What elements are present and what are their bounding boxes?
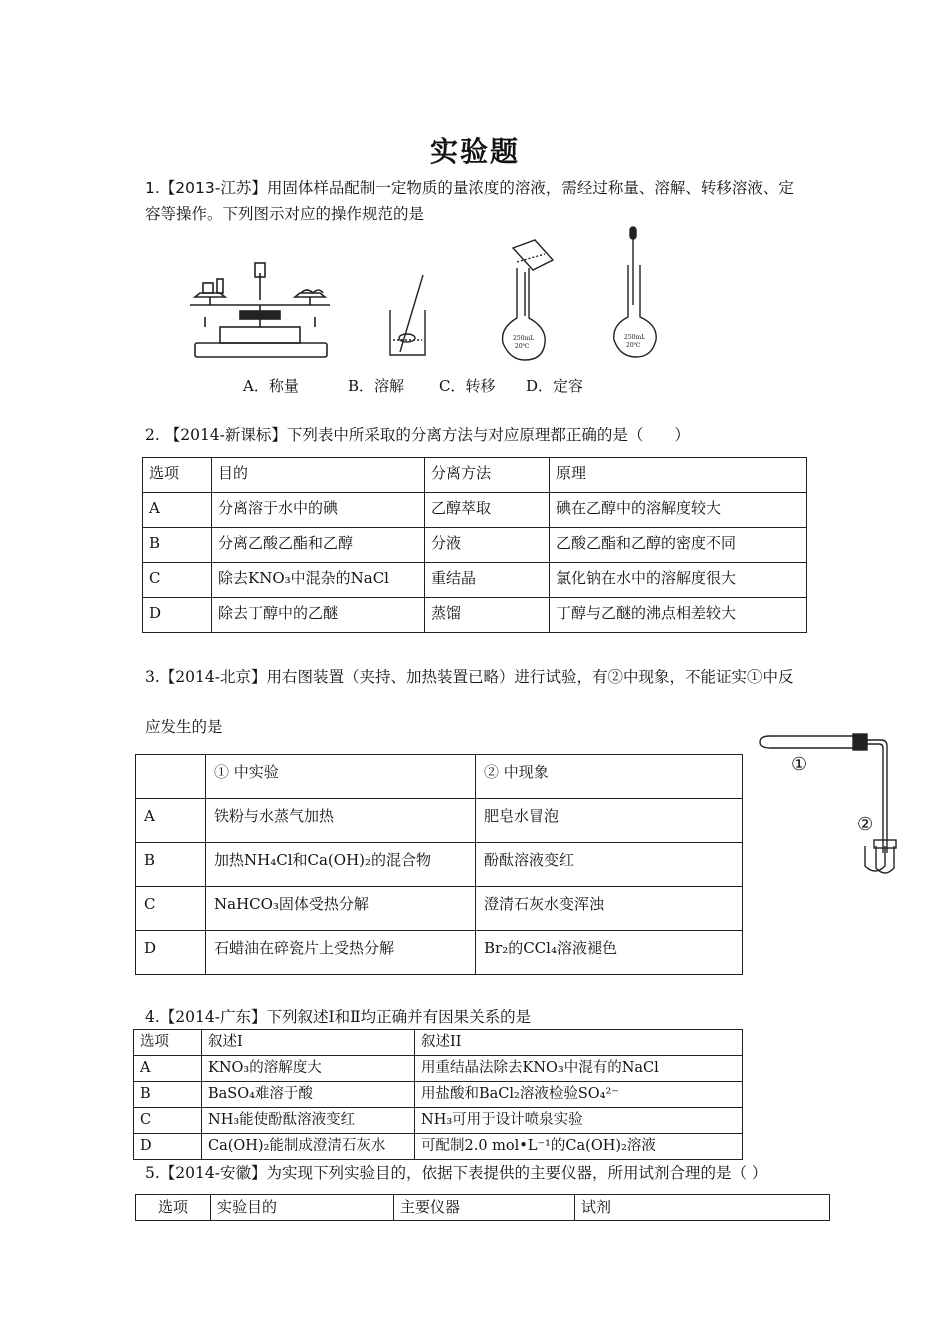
table-header: 选项 bbox=[143, 458, 212, 493]
table-cell: B bbox=[134, 1082, 202, 1108]
test-tube-apparatus bbox=[755, 728, 895, 878]
table-header: 原理 bbox=[550, 458, 807, 493]
table-cell: Ca(OH)₂能制成澄清石灰水 bbox=[202, 1134, 415, 1160]
table-cell: KNO₃的溶解度大 bbox=[202, 1056, 415, 1082]
table-header-row bbox=[136, 755, 743, 799]
table-header: 目的 bbox=[212, 458, 425, 493]
q1-stem-line1: 1.【2013-江苏】用固体样品配制一定物质的量浓度的溶液，需经过称量、溶解、转移溶液、定 bbox=[145, 179, 794, 197]
table-header: 实验目的 bbox=[211, 1195, 394, 1221]
table-header: 分离方法 bbox=[425, 458, 550, 493]
table-row bbox=[136, 887, 743, 931]
table-cell: 丁醇与乙醚的沸点相差较大 bbox=[550, 598, 807, 633]
table-header: 叙述II bbox=[415, 1030, 743, 1056]
table-cell: 酚酞溶液变红 bbox=[476, 843, 743, 887]
table-cell: 用盐酸和BaCl₂溶液检验SO₄²⁻ bbox=[415, 1082, 743, 1108]
q1-option-d: D．定容 bbox=[526, 377, 584, 395]
table-cell: C bbox=[136, 887, 206, 931]
q2-table bbox=[142, 457, 807, 633]
table-header-row bbox=[143, 458, 807, 493]
apparatus-label-1: ① bbox=[791, 754, 808, 775]
q2-stem: 2. 【2014-新课标】下列表中所采取的分离方法与对应原理都正确的是（ ） bbox=[145, 426, 690, 444]
table-cell: NH₃能使酚酞溶液变红 bbox=[202, 1108, 415, 1134]
table-header: 选项 bbox=[134, 1030, 202, 1056]
table-row bbox=[136, 931, 743, 975]
table-row bbox=[134, 1134, 743, 1160]
table-header: 选项 bbox=[136, 1195, 211, 1221]
table-cell: 碘在乙醇中的溶解度较大 bbox=[550, 493, 807, 528]
table-cell: NaHCO₃固体受热分解 bbox=[206, 887, 476, 931]
table-cell: A bbox=[143, 493, 212, 528]
flask-label-c1: 250mL bbox=[513, 335, 535, 342]
table-row bbox=[143, 598, 807, 633]
table-cell: 除去丁醇中的乙醚 bbox=[212, 598, 425, 633]
table-row bbox=[143, 528, 807, 563]
table-cell: 蒸馏 bbox=[425, 598, 550, 633]
q3-stem-line1: 3.【2014-北京】用右图装置（夹持、加热装置已略）进行试验，有②中现象，不能证实①中反 bbox=[145, 668, 794, 686]
table-cell: C bbox=[143, 563, 212, 598]
table-row bbox=[134, 1056, 743, 1082]
table-header: 试剂 bbox=[575, 1195, 830, 1221]
table-cell: 分离乙酸乙酯和乙醇 bbox=[212, 528, 425, 563]
table-cell: A bbox=[136, 799, 206, 843]
table-cell: NH₃可用于设计喷泉实验 bbox=[415, 1108, 743, 1134]
table-cell: BaSO₄难溶于酸 bbox=[202, 1082, 415, 1108]
table-row bbox=[134, 1082, 743, 1108]
table-cell: B bbox=[143, 528, 212, 563]
table-cell: 分离溶于水中的碘 bbox=[212, 493, 425, 528]
table-cell: D bbox=[136, 931, 206, 975]
table-cell: 乙醇萃取 bbox=[425, 493, 550, 528]
table-cell: 石蜡油在碎瓷片上受热分解 bbox=[206, 931, 476, 975]
table-cell: 氯化钠在水中的溶解度很大 bbox=[550, 563, 807, 598]
q4-table bbox=[133, 1029, 743, 1160]
balance-illustration bbox=[185, 255, 335, 365]
flask-label-d1: 250mL bbox=[624, 334, 646, 341]
table-cell: 用重结晶法除去KNO₃中混有的NaCl bbox=[415, 1056, 743, 1082]
table-cell: 分液 bbox=[425, 528, 550, 563]
table-row bbox=[134, 1108, 743, 1134]
flask-label-d2: 20℃ bbox=[626, 342, 641, 349]
table-header: ① 中实验 bbox=[206, 755, 476, 799]
table-cell: 可配制2.0 mol•L⁻¹的Ca(OH)₂溶液 bbox=[415, 1134, 743, 1160]
table-header-row bbox=[136, 1195, 830, 1221]
flask-transfer-illustration bbox=[495, 238, 565, 363]
table-cell: 除去KNO₃中混杂的NaCl bbox=[212, 563, 425, 598]
beaker-illustration bbox=[385, 270, 435, 360]
table-cell: D bbox=[143, 598, 212, 633]
table-cell: 铁粉与水蒸气加热 bbox=[206, 799, 476, 843]
q3-stem-line2: 应发生的是 bbox=[145, 718, 223, 736]
q4-stem: 4.【2014-广东】下列叙述Ⅰ和Ⅱ均正确并有因果关系的是 bbox=[145, 1008, 532, 1026]
table-row bbox=[143, 493, 807, 528]
flask-label-c2: 20℃ bbox=[515, 343, 530, 350]
page-title: 实验题 bbox=[429, 135, 520, 168]
q5-table bbox=[135, 1194, 830, 1221]
table-cell: 乙酸乙酯和乙醇的密度不同 bbox=[550, 528, 807, 563]
q1-option-b: B．溶解 bbox=[348, 377, 405, 395]
table-header-row bbox=[134, 1030, 743, 1056]
apparatus-label-2: ② bbox=[857, 814, 874, 835]
table-cell: B bbox=[136, 843, 206, 887]
q1-option-a: A．称量 bbox=[243, 377, 299, 395]
table-row bbox=[136, 799, 743, 843]
table-row bbox=[136, 843, 743, 887]
q5-stem: 5.【2014-安徽】为实现下列实验目的，依据下表提供的主要仪器，所用试剂合理的是（ ） bbox=[145, 1164, 768, 1182]
table-cell: C bbox=[134, 1108, 202, 1134]
table-cell: 加热NH₄Cl和Ca(OH)₂的混合物 bbox=[206, 843, 476, 887]
table-header: 主要仪器 bbox=[394, 1195, 575, 1221]
table-cell: A bbox=[134, 1056, 202, 1082]
table-header: ② 中现象 bbox=[476, 755, 743, 799]
table-cell: 澄清石灰水变浑浊 bbox=[476, 887, 743, 931]
table-cell: D bbox=[134, 1134, 202, 1160]
table-cell: 肥皂水冒泡 bbox=[476, 799, 743, 843]
table-header bbox=[136, 755, 206, 799]
table-header: 叙述I bbox=[202, 1030, 415, 1056]
table-cell: 重结晶 bbox=[425, 563, 550, 598]
q3-table bbox=[135, 754, 743, 975]
q1-option-c: C．转移 bbox=[439, 377, 496, 395]
flask-dropper-illustration bbox=[610, 225, 660, 360]
table-cell: Br₂的CCl₄溶液褪色 bbox=[476, 931, 743, 975]
q1-stem-line2: 容等操作。下列图示对应的操作规范的是 bbox=[145, 205, 425, 223]
table-row bbox=[143, 563, 807, 598]
